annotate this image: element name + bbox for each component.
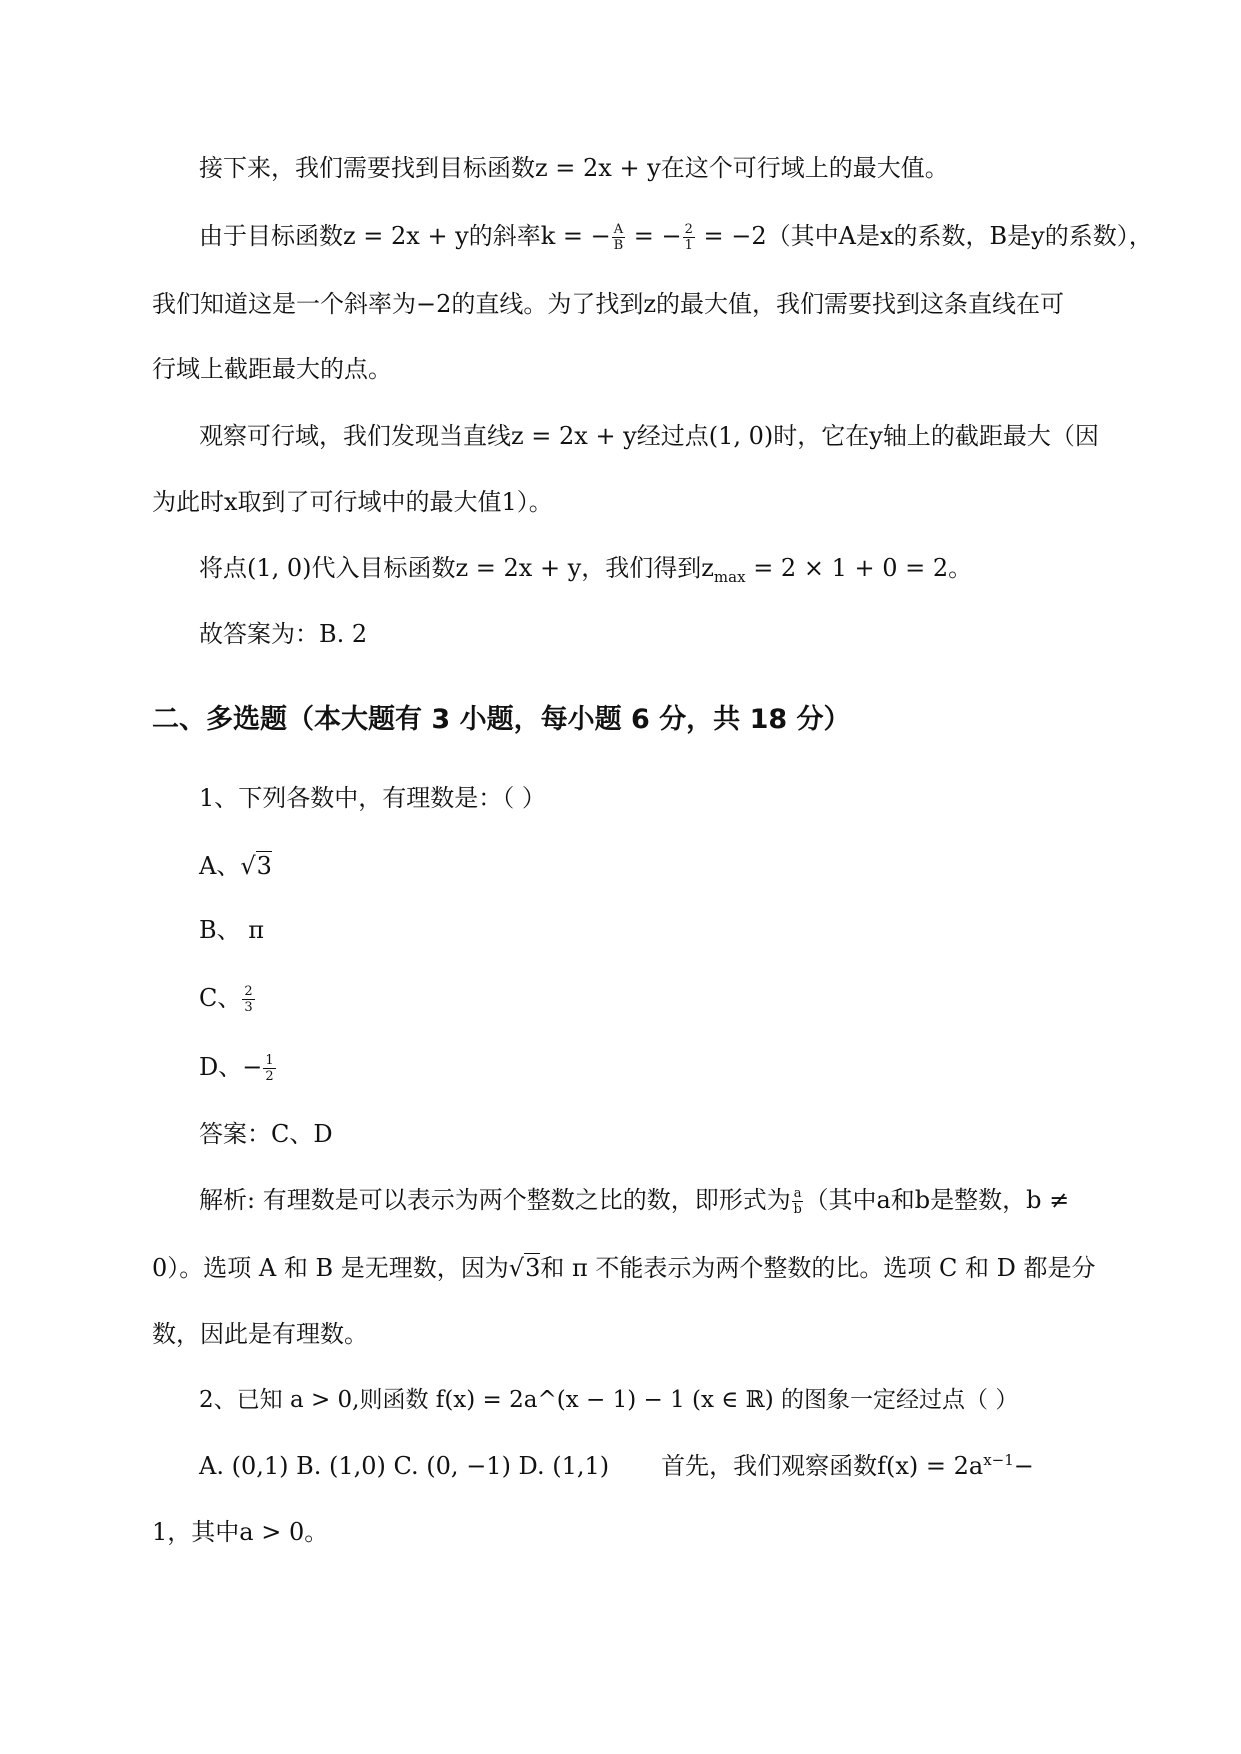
option-label: D、− (199, 1053, 263, 1081)
fraction-numerator: 2 (244, 984, 253, 999)
fraction-denominator: 3 (244, 1000, 253, 1015)
question-2-intro-line-2: 1，其中a > 0。 (152, 1518, 329, 1546)
text-run: − (1013, 1452, 1034, 1480)
option-label: C、 (199, 984, 242, 1012)
fraction-2-over-1 (683, 222, 695, 253)
text-run: = −2（其中A是x的系数，B是y的系数）， (695, 222, 1153, 250)
question-1-analysis-line-1 (199, 1184, 1092, 1217)
question-1-answer: 答案：C、D (199, 1120, 333, 1148)
question-1-option-d (199, 1051, 1092, 1084)
solution-paragraph-2-line-1 (199, 220, 1153, 253)
sqrt-radicand: 3 (525, 1254, 541, 1282)
solution-paragraph-2-line-3: 行域上截距最大的点。 (152, 355, 392, 383)
fraction-1-over-2 (263, 1053, 275, 1084)
question-1-stem: 1、下列各数中，有理数是：（ ） (199, 784, 546, 812)
fraction-denominator: 1 (684, 238, 693, 253)
option-label: A、 (199, 852, 241, 880)
question-1-analysis-line-2 (152, 1252, 1096, 1284)
section-heading: 二、多选题（本大题有 3 小题，每小题 6 分，共 18 分） (152, 704, 851, 735)
fraction-denominator: 2 (265, 1069, 274, 1084)
text-run: 将点(1, 0)代入目标函数z = 2x + y，我们得到z (199, 554, 714, 582)
fraction-a-over-b (792, 1186, 804, 1217)
fraction-2-over-3 (242, 984, 254, 1015)
subscript-max: max (713, 567, 746, 586)
fraction-numerator: 2 (684, 222, 693, 237)
text-run: = − (626, 222, 682, 250)
text-run: 解析: 有理数是可以表示为两个整数之比的数，即形式为 (199, 1186, 791, 1214)
fraction-numerator: a (793, 1186, 802, 1201)
question-1-option-c (199, 982, 1092, 1015)
fraction-numerator: A (613, 222, 624, 237)
sqrt-radicand: 3 (256, 852, 272, 880)
text-run: 由于目标函数z = 2x + y的斜率k = − (199, 222, 611, 250)
solution-paragraph-3-line-1: 观察可行域，我们发现当直线z = 2x + y经过点(1, 0)时，它在y轴上的截距最大（因 (199, 422, 1099, 450)
fraction-denominator: b (793, 1202, 802, 1217)
question-2-options: A. (0,1) B. (1,0) C. (0, −1) D. (1,1) (199, 1452, 610, 1480)
solution-paragraph-3-line-2: 为此时x取到了可行域中的最大值1）。 (152, 488, 553, 516)
sqrt-symbol: √ (240, 852, 256, 880)
solution-paragraph-2-line-2: 我们知道这是一个斜率为−2的直线。为了找到z的最大值，我们需要找到这条直线在可 (152, 290, 1065, 318)
question-1-analysis-line-3: 数，因此是有理数。 (152, 1320, 368, 1348)
sqrt-symbol: √ (508, 1254, 525, 1282)
solution-paragraph-4 (199, 552, 1092, 584)
text-run: （其中a和b是整数，b ≠ (804, 1186, 1070, 1214)
fraction-a-over-b (612, 222, 625, 253)
text-run: 0）。选项 A 和 B 是无理数，因为 (152, 1254, 509, 1282)
question-1-option-b: B、 π (199, 916, 265, 944)
text-run: 和 π 不能表示为两个整数的比。选项 C 和 D 都是分 (540, 1254, 1096, 1282)
superscript-exponent: x−1 (983, 1451, 1014, 1469)
question-2-options-line (199, 1450, 1092, 1482)
question-1-option-a (199, 850, 1092, 882)
text-run: 首先，我们观察函数f(x) = 2a (661, 1452, 984, 1480)
fraction-denominator: B (613, 238, 624, 253)
question-2-stem: 2、已知 a > 0,则函数 f(x) = 2a^(x − 1) − 1 (x ∈ ℝ) 的图象一定经过点（ ） (199, 1387, 1019, 1413)
text-run: = 2 × 1 + 0 = 2。 (745, 554, 973, 582)
solution-answer: 故答案为：B. 2 (199, 620, 368, 648)
fraction-numerator: 1 (265, 1053, 274, 1068)
solution-paragraph-1: 接下来，我们需要找到目标函数z = 2x + y在这个可行域上的最大值。 (199, 154, 949, 182)
